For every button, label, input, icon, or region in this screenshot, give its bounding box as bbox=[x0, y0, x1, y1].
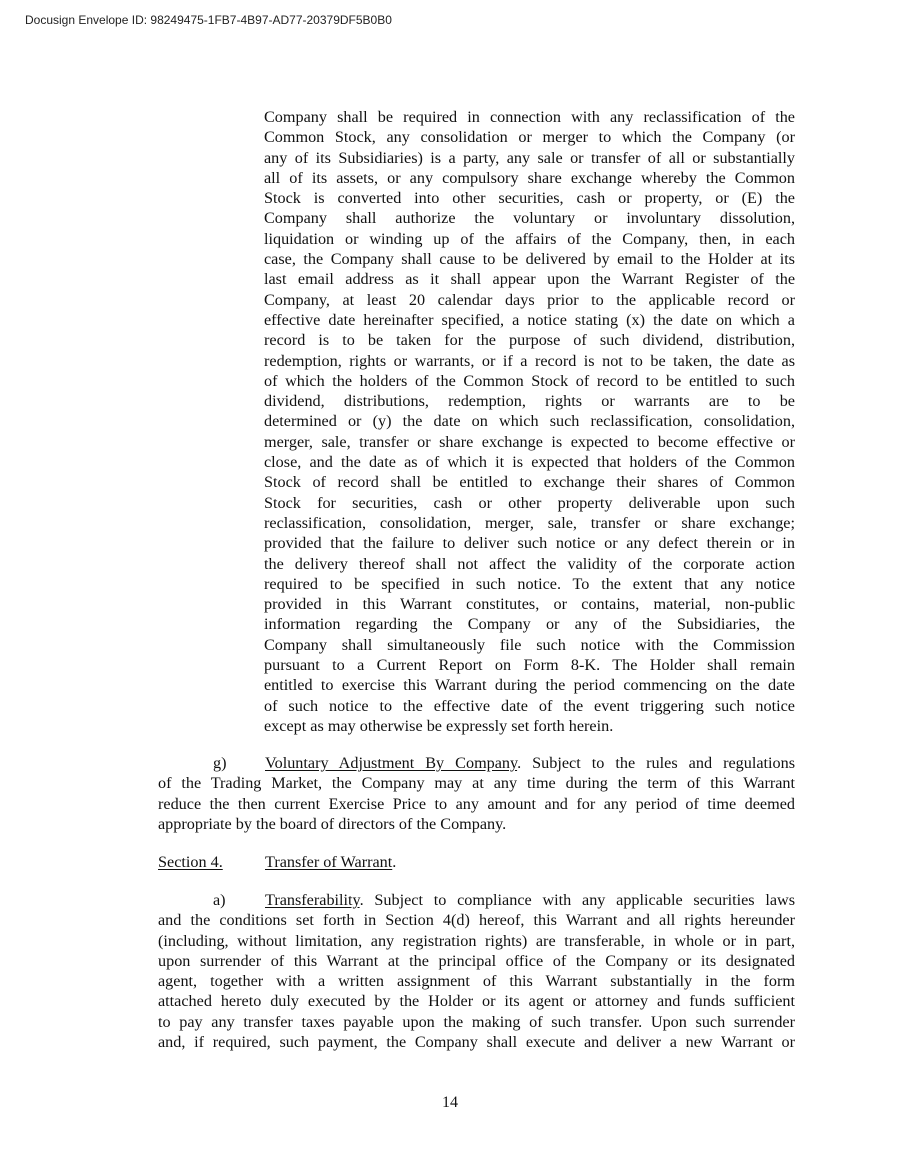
text-line: Stock is converted into other securities, cash or property, or (E) the bbox=[264, 189, 795, 208]
paragraph-a-first-line bbox=[158, 890, 795, 910]
text-line: appropriate by the board of directors of the Company. bbox=[158, 814, 507, 833]
text-line: the delivery thereof shall not affect the validity of the corporate action bbox=[264, 554, 795, 573]
text-line: of which the holders of the Common Stock of record to be entitled to such bbox=[264, 371, 795, 390]
text-line: dividend, distributions, redemption, rights or warrants are to be bbox=[264, 392, 795, 411]
text-line: information regarding the Company or any of the Subsidiaries, the bbox=[264, 615, 795, 634]
text-line: to pay any transfer taxes payable upon the making of such transfer. Upon such surrender bbox=[158, 1012, 795, 1031]
text-line: Common Stock, any consolidation or merger to which the Company (or bbox=[264, 128, 795, 147]
text-line: reduce the then current Exercise Price to any amount and for any period of time deemed bbox=[158, 794, 795, 813]
text-line: Company shall simultaneously file such notice with the Commission bbox=[264, 635, 795, 654]
section-number: Section 4. bbox=[158, 853, 223, 871]
text-segment: . Subject to compliance with any applicable securities laws bbox=[359, 891, 795, 909]
text-line: Stock of record shall be entitled to exchange their shares of Common bbox=[264, 473, 795, 492]
paragraph-g-first-line bbox=[158, 753, 795, 773]
text-line: provided that the failure to deliver such notice or any defect therein or in bbox=[264, 534, 795, 553]
text-line: required to be specified in such notice. To the extent that any notice bbox=[264, 574, 795, 593]
paragraph-a bbox=[158, 890, 795, 1052]
text-line: determined or (y) the date on which such reclassification, consolidation, bbox=[264, 412, 795, 431]
text-line: record is to be taken for the purpose of such dividend, distribution, bbox=[264, 331, 795, 350]
text-line: entitled to exercise this Warrant during the period commencing on the date bbox=[264, 676, 795, 695]
text-line: last email address as it shall appear upon the Warrant Register of the bbox=[264, 270, 795, 289]
notice-paragraph-continued bbox=[264, 107, 795, 736]
text-line: effective date hereinafter specified, a notice stating (x) the date on which a bbox=[264, 310, 795, 329]
text-line: reclassification, consolidation, merger, sale, transfer or share exchange; bbox=[264, 513, 795, 532]
text-segment: . bbox=[392, 853, 397, 871]
text-line: all of its assets, or any compulsory share exchange whereby the Common bbox=[264, 168, 795, 187]
text-line: agent, together with a written assignment of this Warrant substantially in the form bbox=[158, 972, 795, 991]
text-line: case, the Company shall cause to be delivered by email to the Holder at its bbox=[264, 250, 795, 269]
section-title: Transfer of Warrant bbox=[265, 853, 393, 871]
text-line: close, and the date as of which it is expected that holders of the Common bbox=[264, 453, 795, 472]
paragraph-g bbox=[158, 753, 795, 834]
text-line: redemption, rights or warrants, or if a record is not to be taken, the date as bbox=[264, 351, 795, 370]
text-line: and the conditions set forth in Section 4(d) hereof, this Warrant and all rights hereunder bbox=[158, 911, 795, 930]
text-line: (including, without limitation, any registration rights) are transferable, in whole or in part, bbox=[158, 931, 795, 950]
page-number: 14 bbox=[442, 1094, 458, 1111]
text-line: and, if required, such payment, the Company shall execute and deliver a new Warrant or bbox=[158, 1033, 795, 1052]
text-line: any of its Subsidiaries) is a party, any sale or transfer of all or substantially bbox=[264, 148, 795, 167]
text-line: provided in this Warrant constitutes, or contains, material, non-public bbox=[264, 595, 795, 614]
heading-transferability: Transferability bbox=[265, 891, 360, 909]
text-line: attached hereto duly executed by the Holder or its agent or attorney and funds sufficient bbox=[158, 992, 795, 1011]
text-line: Stock for securities, cash or other property deliverable upon such bbox=[264, 493, 795, 512]
text-line: Company, at least 20 calendar days prior to the applicable record or bbox=[264, 290, 795, 309]
text-segment: . Subject to the rules and regulations bbox=[517, 754, 795, 772]
section-4-heading bbox=[158, 852, 795, 872]
text-line: merger, sale, transfer or share exchange is expected to become effective or bbox=[264, 432, 795, 451]
text-line: of such notice to the effective date of the event triggering such notice bbox=[264, 696, 795, 715]
text-line: upon surrender of this Warrant at the principal office of the Company or its designated bbox=[158, 951, 795, 970]
envelope-id: Docusign Envelope ID: 98249475-1FB7-4B97-AD77-20379DF5B0B0 bbox=[25, 13, 392, 27]
text-line: pursuant to a Current Report on Form 8-K. The Holder shall remain bbox=[264, 656, 795, 675]
text-line: Company shall authorize the voluntary or involuntary dissolution, bbox=[264, 209, 795, 228]
text-line: of the Trading Market, the Company may at any time during the term of this Warrant bbox=[158, 774, 795, 793]
item-label-a: a) bbox=[213, 891, 226, 909]
heading-voluntary-adjustment: Voluntary Adjustment By Company bbox=[265, 754, 518, 772]
item-label-g: g) bbox=[213, 754, 227, 772]
text-line: except as may otherwise be expressly set forth herein. bbox=[264, 716, 614, 735]
text-line: Company shall be required in connection with any reclassification of the bbox=[264, 108, 795, 126]
text-line: liquidation or winding up of the affairs of the Company, then, in each bbox=[264, 229, 795, 248]
